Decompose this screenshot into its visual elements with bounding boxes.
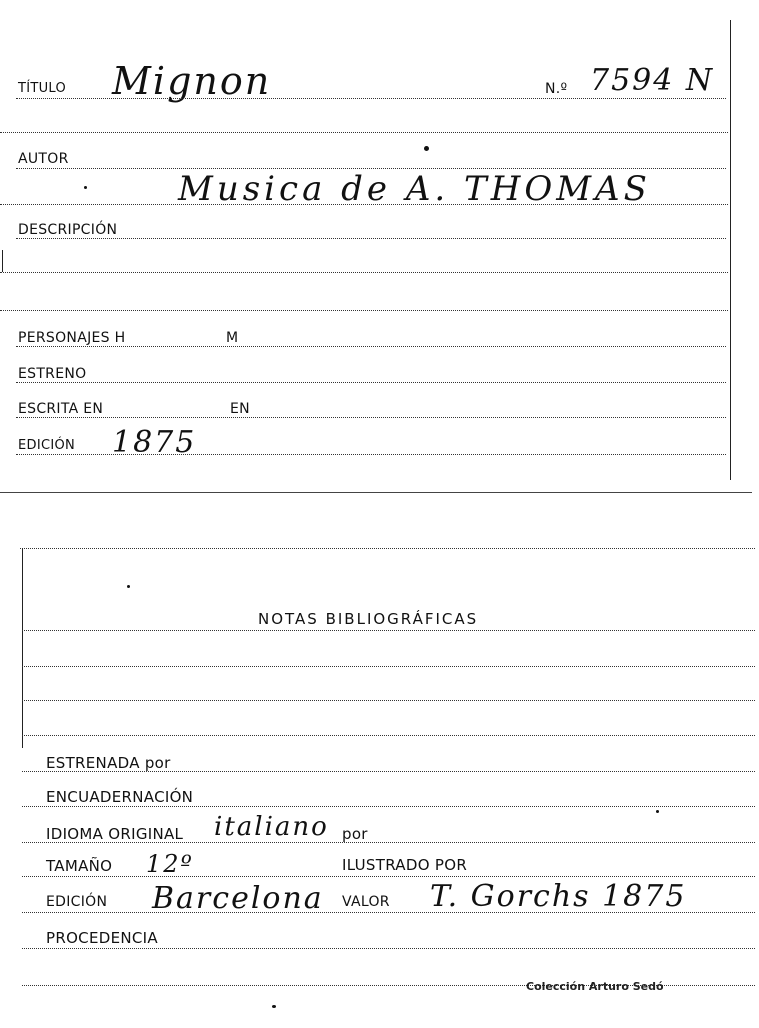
edicion-top-label: EDICIÓN (18, 438, 76, 453)
estrenada-line (22, 771, 755, 772)
autor-line-2 (0, 204, 728, 205)
ink-dot (424, 146, 429, 151)
separator-1 (0, 132, 728, 133)
bottom-card-left-border (22, 548, 23, 748)
descripcion-line (16, 238, 726, 239)
encuadernacion-label: ENCUADERNACIÓN (46, 788, 194, 806)
ink-dot-4 (656, 810, 659, 813)
tamano-value: 12º (146, 850, 194, 878)
estreno-line (16, 382, 726, 383)
edicion-bottom-line (22, 912, 755, 913)
titulo-value: Mignon (112, 59, 272, 103)
descripcion-line-2 (0, 272, 728, 273)
idioma-label: IDIOMA ORIGINAL (46, 825, 184, 843)
edicion-bottom-value: Barcelona (152, 881, 324, 916)
tamano-label: TAMAÑO (46, 857, 113, 875)
en-label: EN (230, 401, 250, 417)
escrita-line (16, 417, 726, 418)
m-label: M (226, 330, 239, 346)
edicion-top-value: 1875 (112, 425, 197, 460)
ink-dot-3 (127, 585, 130, 588)
notas-line-1 (22, 630, 755, 631)
edicion-line (16, 454, 726, 455)
notas-line-4 (22, 735, 755, 736)
estrenada-label: ESTRENADA por (46, 754, 171, 772)
personajes-label: PERSONAJES H (18, 330, 126, 346)
procedencia-line (22, 948, 755, 949)
edicion-bottom-label: EDICIÓN (46, 894, 108, 910)
procedencia-label: PROCEDENCIA (46, 929, 158, 947)
ink-dot-5 (272, 1005, 276, 1008)
estreno-label: ESTRENO (18, 366, 87, 382)
idioma-value: italiano (214, 812, 329, 842)
top-card-right-border (730, 20, 731, 480)
numero-label: N.º (545, 81, 568, 97)
ilustrado-label: ILUSTRADO POR (342, 856, 468, 874)
titulo-line (16, 98, 726, 99)
card-divider (0, 492, 752, 493)
numero-value: 7594 N (590, 63, 715, 98)
autor-label: AUTOR (18, 151, 69, 167)
top-card-left-mark (2, 250, 3, 272)
personajes-line (16, 346, 726, 347)
notas-heading: NOTAS BIBLIOGRÁFICAS (258, 610, 479, 628)
descripcion-label: DESCRIPCIÓN (18, 222, 118, 238)
valor-label: VALOR (342, 894, 390, 910)
descripcion-line-3 (0, 310, 728, 311)
encuadernacion-line (22, 806, 755, 807)
por-label: por (342, 825, 368, 843)
valor-value: T. Gorchs 1875 (430, 879, 687, 914)
titulo-label: TÍTULO (18, 81, 67, 96)
notas-line-2 (22, 666, 755, 667)
ink-dot-2 (84, 186, 87, 189)
collection-footer: Colección Arturo Sedó (526, 980, 664, 993)
bottom-card-top-border (20, 548, 755, 549)
idioma-line (22, 842, 755, 843)
tamano-line (22, 876, 755, 877)
notas-line-3 (22, 700, 755, 701)
escrita-label: ESCRITA EN (18, 401, 104, 417)
autor-value: Musica de A. THOMAS (178, 169, 651, 209)
